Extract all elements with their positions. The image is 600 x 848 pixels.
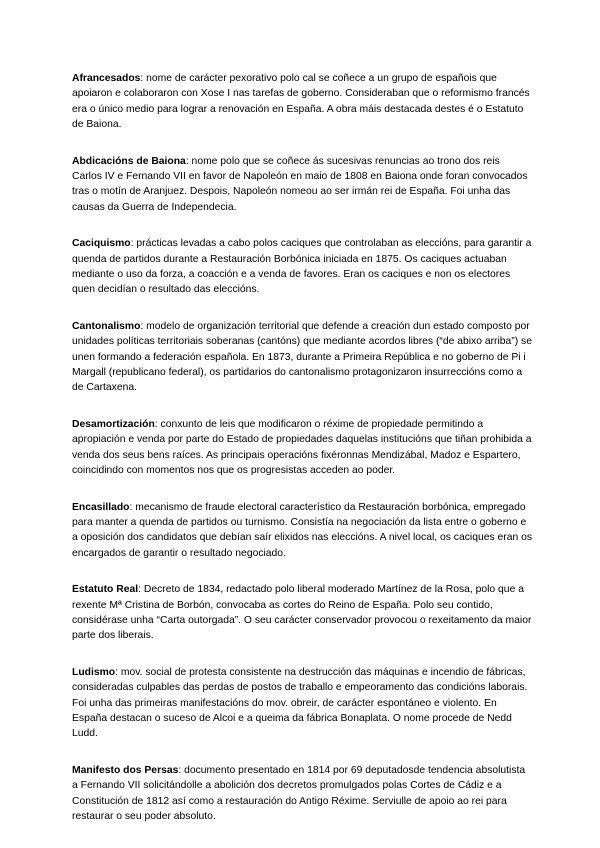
entry-term: Cantonalismo <box>72 321 141 333</box>
entry-term: Estatuto Real <box>72 584 139 596</box>
entry-term: Encasillado <box>72 501 130 513</box>
entry-term: Afrancesados <box>72 73 141 84</box>
entry-afrancesados <box>72 71 532 132</box>
entry-definition: : conxunto de leis que modificaron o réxime de propiedade permitindo a apropiación e venda por parte do Estado de propiedades daquelas institucións que tiñan prohibida a venda dos seus bens raíces. As principais operacións fixéronnas Mendizábal, Madoz e Espartero, coincidindo con momentos nos que os progresistas acceden ao poder. <box>72 419 532 476</box>
entry-abdicacions-de-baiona <box>72 154 532 215</box>
entry-ludismo <box>72 665 532 741</box>
entry-manifesto-dos-persas <box>72 763 532 824</box>
entry-term: Abdicacións de Baiona <box>72 155 186 167</box>
entry-estatuto-real <box>72 582 532 643</box>
entry-desamortizacion <box>72 417 532 478</box>
entry-definition: : documento presentado en 1814 por 69 deputadosde tendencia absolutista a Fernando VII solicitándolle a abolición dos decretos promulgados polas Cortes de Cádiz e a Constitución de 1812 así como a restauración do Antigo Réxime. Serviulle de apoio ao rei para restaurar o seu poder absoluto. <box>72 765 526 822</box>
entry-term: Caciquismo <box>72 238 131 250</box>
entry-caciquismo <box>72 236 532 297</box>
entry-definition: : modelo de organización territorial que defende a creación dun estado composto por unidades políticas territoriais soberanas (cantóns) que mediante acordos libres (“de abixo arriba”) se unen formando a federación española. En 1873, durante a Primeira República e no goberno de Pi i Margall (republicano federal), os partidarios do cantonalismo protagonizaron insurreccións como a de Cartaxena. <box>72 321 532 394</box>
entry-definition: : prácticas levadas a cabo polos caciques que controlaban as eleccións, para garantir a quenda de partidos durante a Restauración Borbónica iniciada en 1875. Os caciques actuaban mediante o uso da forza, a coacción e a venda de favores. Eran os caciques e non os electores quen decidían o resultado das eleccións. <box>72 238 532 296</box>
entry-cantonalismo <box>72 319 532 395</box>
entry-definition: : mov. social de protesta consistente na destrucción das máquinas e incendio de fábricas, consideradas culpables das perdas de postos de traballo e empeoramento das condicións laborais. Foi unha das primeiras manifestacións do mov. obreir, de carácter espontáneo e violento. En España destacan o suceso de Alcoi e a queima da fábrica Bonaplata. O nome procede de Nedd Ludd. <box>72 667 528 740</box>
document-page <box>72 71 532 846</box>
entry-term: Desamortización <box>72 419 155 431</box>
entry-term: Ludismo <box>72 667 116 679</box>
entry-definition: : mecanismo de fraude electoral característico da Restauración borbónica, empregado para manter a quenda de partidos ou turnismo. Consistía na negociación da lista entre o goberno e a oposición dos candidatos que debían saír elixidos nas eleccións. A nivel local, os caciques eran os encargados de garantir o resultado negociado. <box>72 501 533 559</box>
entry-definition: : nome polo que se coñece ás sucesivas renuncias ao trono dos reis Carlos IV e Fernando VII en favor de Napoleón en maio de 1808 en Baiona onde foran convocados tras o motín de Aranjuez. Despois, Napoleón nomeou ao ser irmán rei de España. Foi unha das causas da Guerra de Independecia. <box>72 155 528 213</box>
entry-definition: : Decreto de 1834, redactado polo liberal moderado Martínez de la Rosa, polo que a rexente Mª Cristina de Borbón, convocaba as cortes do Reino de España. Polo seu contido, considérase unha “Carta outorgada”. O seu carácter conservador provocou o rexeitamento da maior parte dos liberais. <box>72 584 532 642</box>
entry-encasillado <box>72 500 532 561</box>
entry-term: Manifesto dos Persas <box>72 765 179 777</box>
entry-definition: : nome de carácter pexorativo polo cal se coñece a un grupo de españois que apoiaron e colaboraron con Xose I nas tarefas de goberno. Consideraban que o reformismo francés era o único medio para lograr a renovación en España. A obra máis destacada destes é o Estatuto de Baiona. <box>72 73 530 130</box>
